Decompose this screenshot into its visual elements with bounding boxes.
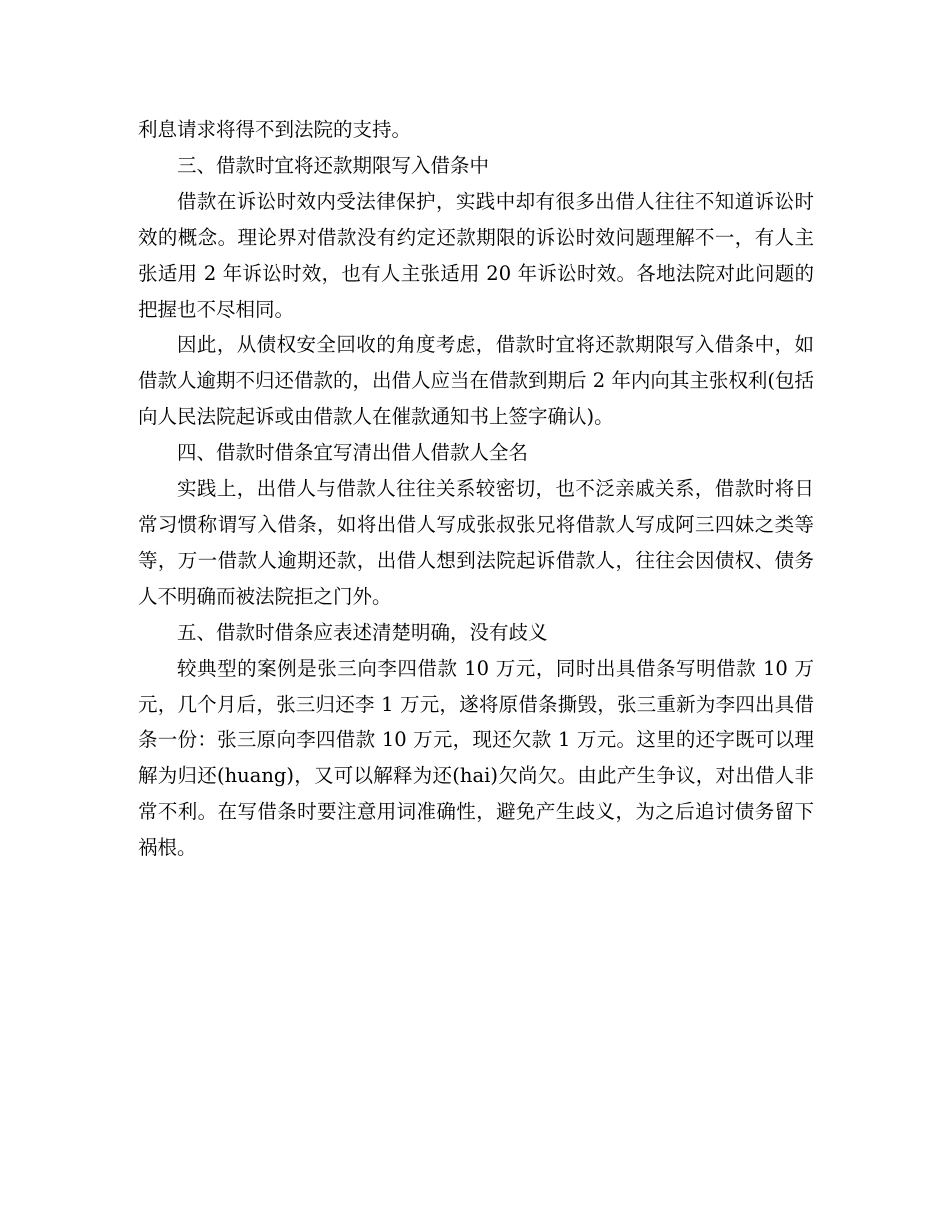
body-paragraph: 较典型的案例是张三向李四借款 10 万元，同时出具借条写明借款 10 万元，几个月后，张三归还李 1 万元，遂将原借条撕毁，张三重新为李四出具借条一份：张三原向李四借款 10 万元，现还欠款 1 万元。这里的还字既可以理解为归还(huang)，又可以解释为还(hai)欠尚欠。由此产生争议，对出借人非常不利。在写借条时要注意用词准确性，避免产生歧义，为之后追讨债务留下祸根。: [138, 656, 814, 860]
document-body: [138, 112, 814, 866]
body-paragraph: 因此，从债权安全回收的角度考虑，借款时宜将还款期限写入借条中，如借款人逾期不归还借款的，出借人应当在借款到期后 2 年内向其主张权利(包括向人民法院起诉或由借款人在催款通知书上签字确认)。: [138, 333, 814, 429]
section-heading-3: 三、借款时宜将还款期限写入借条中: [177, 153, 490, 177]
section-heading-4: 四、借款时借条宜写清出借人借款人全名: [177, 441, 529, 465]
section-heading-5: 五、借款时借条应表述清楚明确，没有歧义: [177, 620, 548, 644]
body-paragraph: 实践上，出借人与借款人往往关系较密切，也不泛亲戚关系，借款时将日常习惯称谓写入借条，如将出借人写成张叔张兄将借款人写成阿三四妹之类等等，万一借款人逾期还款，出借人想到法院起诉借款人，往往会因债权、债务人不明确而被法院拒之门外。: [138, 477, 814, 608]
paragraph-continuation: 利息请求将得不到法院的支持。: [138, 118, 412, 141]
body-paragraph: 借款在诉讼时效内受法律保护，实践中却有很多出借人往往不知道诉讼时效的概念。理论界对借款没有约定还款期限的诉讼时效问题理解不一，有人主张适用 2 年诉讼时效，也有人主张适用 20 年诉讼时效。各地法院对此问题的把握也不尽相同。: [138, 189, 814, 321]
